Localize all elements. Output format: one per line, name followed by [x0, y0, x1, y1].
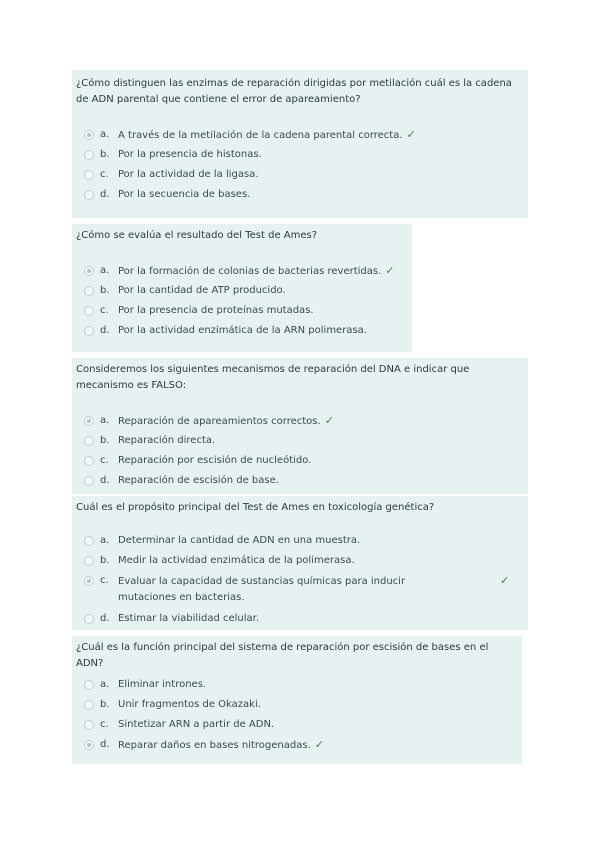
option-c[interactable]: c. Evaluar la capacidad de sustancias químicas para inducir mutaciones en bacterias. ✓: [72, 574, 528, 606]
question-text: Cuál es el propósito principal del Test de Ames en toxicología genética?: [76, 502, 435, 513]
radio-button[interactable]: [84, 720, 94, 730]
option-b[interactable]: b. Por la cantidad de ATP producido.: [72, 284, 412, 300]
option-a[interactable]: a. Por la formación de colonias de bacterias revertidas. ✓: [72, 264, 412, 280]
option-a[interactable]: a. Eliminar intrones.: [72, 678, 522, 694]
option-d[interactable]: d. Estimar la viabilidad celular.: [72, 612, 528, 628]
radio-button[interactable]: [84, 266, 94, 276]
option-b[interactable]: b. Por la presencia de histonas.: [72, 148, 528, 164]
radio-button[interactable]: [84, 306, 94, 316]
radio-button[interactable]: [84, 700, 94, 710]
check-icon: ✓: [385, 264, 395, 277]
radio-button[interactable]: [84, 286, 94, 296]
radio-button[interactable]: [84, 150, 94, 160]
check-icon: ✓: [324, 414, 334, 427]
radio-button[interactable]: [84, 436, 94, 446]
check-icon: ✓: [314, 738, 324, 751]
option-d[interactable]: d. Reparación de escisión de base.: [72, 474, 528, 490]
option-d[interactable]: d. Reparar daños en bases nitrogenadas. ✓: [72, 738, 522, 754]
question-card: [72, 636, 522, 764]
radio-button[interactable]: [84, 476, 94, 486]
option-c[interactable]: c. Reparación por escisión de nucleótido.: [72, 454, 528, 470]
radio-button[interactable]: [84, 326, 94, 336]
radio-button[interactable]: [84, 536, 94, 546]
question-card: [72, 70, 528, 218]
option-a[interactable]: a. A través de la metilación de la cadena parental correcta. ✓: [72, 128, 528, 144]
option-d[interactable]: d. Por la actividad enzimática de la ARN polimerasa.: [72, 324, 412, 340]
question-text: Consideremos los siguientes mecanismos de reparación del DNA e indicar que mecanismo es FALSO:: [76, 364, 470, 391]
radio-button[interactable]: [84, 130, 94, 140]
option-c[interactable]: c. Sintetizar ARN a partir de ADN.: [72, 718, 522, 734]
option-a[interactable]: a. Reparación de apareamientos correctos. ✓: [72, 414, 528, 430]
option-d[interactable]: d. Por la secuencia de bases.: [72, 188, 528, 204]
radio-button[interactable]: [84, 170, 94, 180]
radio-button[interactable]: [84, 456, 94, 466]
question-card: [72, 224, 412, 352]
radio-button[interactable]: [84, 576, 94, 586]
radio-button[interactable]: [84, 416, 94, 426]
question-card: [72, 496, 528, 630]
radio-button[interactable]: [84, 190, 94, 200]
option-b[interactable]: b. Unir fragmentos de Okazaki.: [72, 698, 522, 714]
radio-button[interactable]: [84, 680, 94, 690]
option-b[interactable]: b. Reparación directa.: [72, 434, 528, 450]
check-icon: ✓: [406, 128, 416, 141]
option-b[interactable]: b. Medir la actividad enzimática de la polimerasa.: [72, 554, 528, 570]
radio-button[interactable]: [84, 740, 94, 750]
option-c[interactable]: c. Por la presencia de proteínas mutadas.: [72, 304, 412, 320]
option-c[interactable]: c. Por la actividad de la ligasa.: [72, 168, 528, 184]
question-card: [72, 358, 528, 494]
question-text: ¿Cómo se evalúa el resultado del Test de Ames?: [76, 230, 318, 241]
check-icon: ✓: [500, 574, 510, 587]
question-text: ¿Cuál es la función principal del sistema de reparación por escisión de bases en el ADN?: [76, 642, 489, 669]
radio-button[interactable]: [84, 556, 94, 566]
question-text: ¿Cómo distinguen las enzimas de reparación dirigidas por metilación cuál es la cadena de ADN parental que contiene el error de apareamiento?: [76, 78, 512, 105]
option-a[interactable]: a. Determinar la cantidad de ADN en una muestra.: [72, 534, 528, 550]
radio-button[interactable]: [84, 614, 94, 624]
